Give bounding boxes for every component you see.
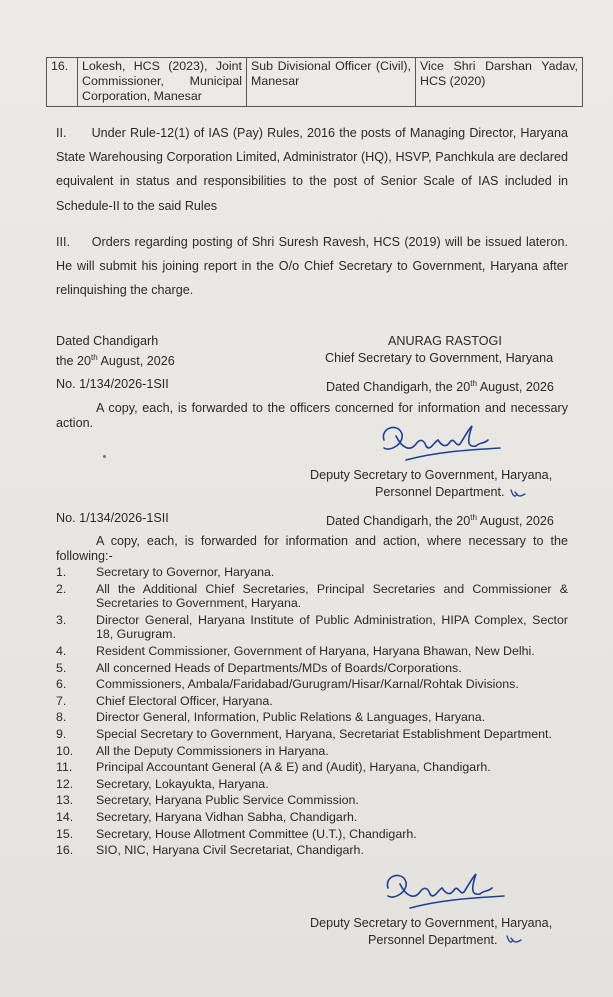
posting-cell: Sub Divisional Officer (Civil), Manesar <box>247 58 416 107</box>
memo-number-2: No. 1/134/2026-1SII <box>56 511 169 525</box>
deputy-title-2: Deputy Secretary to Government, Haryana, <box>310 916 553 930</box>
officer-cell: Lokesh, HCS (2023), Joint Commissioner, Municipal Corporation, Manesar <box>78 58 247 107</box>
initials-mark-2 <box>505 932 523 946</box>
list-item-number: 11. <box>56 760 73 775</box>
list-item-number: 16. <box>56 843 74 858</box>
signature-image-2 <box>380 866 510 916</box>
dated-place: Dated Chandigarh <box>56 334 159 348</box>
list-item-text: Commissioners, Ambala/Faridabad/Gurugram/Hisar/Karnal/Rohtak Divisions. <box>96 677 519 692</box>
list-item-number: 3. <box>56 612 67 627</box>
copy-forward-1: A copy, each, is forwarded to the officers concerned for information and necessary action. <box>56 401 568 430</box>
list-item <box>56 727 568 742</box>
para-ii-text: Under Rule-12(1) of IAS (Pay) Rules, 2016 the posts of Managing Director, Haryana State Warehousing Corporation Limited, Administrator (HQ), HSVP, Panchkula are declared equivalent in status and responsibilities to the post of Senior Scale of IAS included in Schedule-II to the said Rules <box>56 126 568 213</box>
list-item <box>56 661 568 676</box>
ink-speck <box>103 455 106 458</box>
list-item <box>56 827 568 842</box>
distribution-list <box>56 565 568 860</box>
table-row <box>47 58 583 107</box>
list-item-text: Resident Commissioner, Government of Haryana, Haryana Bhawan, New Delhi. <box>96 643 535 658</box>
list-item <box>56 760 568 775</box>
list-item-number: 4. <box>56 643 67 658</box>
memo-date-2: Dated Chandigarh, the 20th August, 2026 <box>326 513 554 529</box>
signatory-title: Chief Secretary to Government, Haryana <box>325 351 554 365</box>
list-item-number: 8. <box>56 710 67 725</box>
list-item <box>56 793 568 808</box>
list-item <box>56 710 568 725</box>
initials-mark <box>509 486 527 500</box>
list-item-text: All the Additional Chief Secretaries, Principal Secretaries and Commissioner & Secretaries to Government, Haryana. <box>96 581 568 611</box>
list-item <box>56 810 568 825</box>
vice-cell: Vice Shri Darshan Yadav, HCS (2020) <box>416 58 583 107</box>
paragraph-iii <box>56 230 568 303</box>
list-item-number: 9. <box>56 726 67 741</box>
list-item-text: Chief Electoral Officer, Haryana. <box>96 693 273 708</box>
list-item-number: 12. <box>56 776 74 791</box>
list-item-number: 15. <box>56 826 74 841</box>
para-iii-text: Orders regarding posting of Shri Suresh Ravesh, HCS (2019) will be issued lateron. He will submit his joining report in the O/o Chief Secretary to Government, Haryana after relinquishing the charge. <box>56 235 568 298</box>
posting-table <box>46 57 583 107</box>
list-item-text: SIO, NIC, Haryana Civil Secretariat, Chandigarh. <box>96 843 364 858</box>
row-number: 16. <box>47 58 78 107</box>
list-item-text: Secretary, Haryana Public Service Commission. <box>96 793 359 808</box>
list-item-number: 13. <box>56 793 74 808</box>
list-item-text: Special Secretary to Government, Haryana, Secretariat Establishment Department. <box>96 726 552 741</box>
list-item-number: 5. <box>56 660 67 675</box>
list-item-number: 2. <box>56 581 67 596</box>
list-item-text: Secretary, Lokayukta, Haryana. <box>96 776 269 791</box>
list-item-number: 14. <box>56 809 74 824</box>
list-item-text: Secretary, Haryana Vidhan Sabha, Chandigarh. <box>96 809 358 824</box>
copy-forward-2: A copy, each, is forwarded for information and action, where necessary to the following:- <box>56 534 568 563</box>
list-item-number: 1. <box>56 565 67 579</box>
list-item <box>56 644 568 659</box>
memo-number: No. 1/134/2026-1SII <box>56 377 169 391</box>
list-item <box>56 613 568 642</box>
deputy-dept-2: Personnel Department. <box>368 933 498 947</box>
list-item <box>56 677 568 692</box>
list-item <box>56 565 568 580</box>
signatory-name: ANURAG RASTOGI <box>388 334 502 348</box>
memo-date: Dated Chandigarh, the 20th August, 2026 <box>326 379 554 395</box>
list-item <box>56 744 568 759</box>
list-item-text: Director General, Information, Public Relations & Languages, Haryana. <box>96 710 486 725</box>
para-iii-number: III. <box>56 235 70 249</box>
list-item-number: 6. <box>56 677 67 692</box>
list-item-number: 7. <box>56 693 67 708</box>
paragraph-ii <box>56 121 568 218</box>
list-item-text: Secretary to Governor, Haryana. <box>96 565 275 579</box>
dated-date: the 20th August, 2026 <box>56 353 175 369</box>
para-ii-number: II. <box>56 126 67 140</box>
signature-image <box>376 418 506 468</box>
list-item <box>56 777 568 792</box>
list-item-text: Director General, Haryana Institute of Public Administration, HIPA Complex, Sector 18, Gurugram. <box>96 612 568 642</box>
list-item-text: Principal Accountant General (A & E) and (Audit), Haryana, Chandigarh. <box>96 760 491 775</box>
deputy-dept-1: Personnel Department. <box>375 485 505 499</box>
list-item-text: All the Deputy Commissioners in Haryana. <box>96 743 329 758</box>
list-item-text: Secretary, House Allotment Committee (U.T.), Chandigarh. <box>96 826 417 841</box>
deputy-title-1: Deputy Secretary to Government, Haryana, <box>310 468 553 482</box>
list-item <box>56 582 568 611</box>
list-item <box>56 694 568 709</box>
list-item <box>56 843 568 858</box>
list-item-number: 10. <box>56 743 74 758</box>
list-item-text: All concerned Heads of Departments/MDs of Boards/Corporations. <box>96 660 462 675</box>
